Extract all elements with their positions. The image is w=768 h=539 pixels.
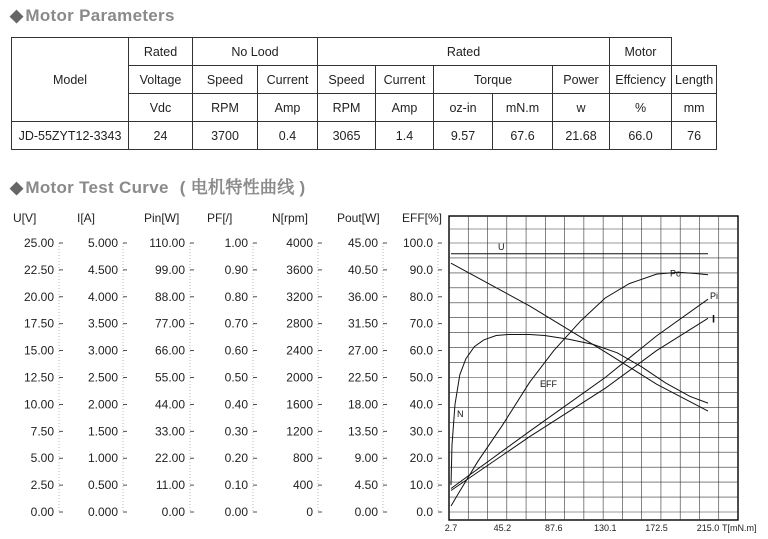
- axis-tick-label: 25.00: [23, 236, 54, 250]
- unit-cell: RPM: [193, 94, 258, 122]
- unit-cell: Amp: [376, 94, 434, 122]
- torque-header: Torque: [434, 66, 553, 94]
- table-cell: JD-55ZYT12-3343: [12, 122, 129, 150]
- axis-tick-label: 11.00: [155, 478, 185, 493]
- series-line-pi: [451, 299, 708, 488]
- table-cell: 67.6: [493, 122, 553, 150]
- axis-tick-label: 110.00: [149, 236, 185, 250]
- table-cell: 1.4: [376, 122, 434, 150]
- axis-tick-label: 33.00: [154, 424, 185, 439]
- table-cell: 66.0: [610, 122, 672, 150]
- table-cell: 9.57: [434, 122, 493, 150]
- section-title-curve-text: Motor Test Curve: [25, 178, 169, 197]
- axis-tick-label: 0.00: [224, 505, 248, 519]
- axis-tick-label: 4000: [286, 236, 313, 250]
- table-cell: 0.4: [258, 122, 318, 150]
- x-tick-label: 45.2: [493, 523, 512, 533]
- unit-cell: mm: [672, 94, 717, 122]
- axis-tick-label: 0.50: [224, 370, 248, 385]
- axis-tick-label: 40.50: [347, 262, 378, 277]
- axis-tick-label: 1.00: [224, 236, 248, 250]
- model-header: Model: [12, 38, 129, 122]
- axis-tick-label: 12.50: [23, 370, 54, 385]
- axis-tick-label: 0.20: [224, 451, 248, 466]
- axis-tick-label: 0.000: [87, 505, 118, 519]
- no-load-speed-header: Speed: [193, 66, 258, 94]
- section-title-parameters-text: Motor Parameters: [25, 6, 175, 25]
- x-tick-label: 2.7: [444, 523, 458, 533]
- axis-tick-label: 99.00: [154, 262, 185, 277]
- motor-header: Motor: [610, 38, 672, 66]
- axis-tick-label: 30.0: [409, 424, 433, 439]
- axis-tick-label: 9.00: [354, 451, 378, 466]
- axis-tick-label: 1.000: [87, 451, 118, 466]
- axis-tick-label: 20.00: [23, 289, 54, 304]
- axis-tick-label: 80.0: [409, 289, 433, 304]
- axis-tick-label: 18.00: [347, 397, 378, 412]
- series-line-eff: [451, 335, 708, 486]
- unit-cell: %: [610, 94, 672, 122]
- axis-tick-label: 22.50: [23, 262, 54, 277]
- x-axis-label: T[mN.m]: [722, 523, 757, 533]
- axis-label: U[V]: [13, 211, 37, 225]
- axis-tick-label: 44.00: [154, 397, 185, 412]
- axis-tick-label: 4.000: [87, 289, 118, 304]
- axis-tick-label: 800: [292, 451, 313, 466]
- axis-tick-label: 3.000: [87, 343, 118, 358]
- axis-tick-label: 22.50: [347, 370, 378, 385]
- rated-header-2: Rated: [318, 38, 610, 66]
- axis-tick-label: 36.00: [347, 289, 378, 304]
- axis-label: EFF[%]: [402, 211, 443, 225]
- series-line-n: [451, 263, 708, 411]
- series-label-i: I: [712, 313, 716, 326]
- axis-tick-label: 60.0: [409, 343, 433, 358]
- voltage-header: Voltage: [129, 66, 193, 94]
- axis-tick-label: 1600: [286, 397, 313, 412]
- no-load-header: No Lood: [193, 38, 318, 66]
- table-cell: 24: [129, 122, 193, 150]
- x-tick-label: 130.1: [593, 523, 617, 533]
- axis-tick-label: 3.500: [87, 316, 118, 331]
- axis-tick-label: 2.50: [30, 478, 54, 493]
- x-tick-label: 215.0: [696, 523, 720, 533]
- axis-tick-label: 55.00: [154, 370, 185, 385]
- axis-tick-label: 0: [306, 505, 313, 519]
- axis-tick-label: 4.50: [354, 478, 378, 493]
- diamond-icon: ◆: [10, 6, 24, 25]
- series-label-eff: EFF: [540, 379, 557, 390]
- axis-tick-label: 0.00: [354, 505, 378, 519]
- axis-tick-label: 66.00: [154, 343, 185, 358]
- table-cell: 3700: [193, 122, 258, 150]
- plot-frame: [449, 216, 738, 520]
- axis-tick-label: 1200: [286, 424, 313, 439]
- axis-tick-label: 0.60: [224, 343, 248, 358]
- axis-tick-label: 5.00: [30, 451, 54, 466]
- rated-speed-header: Speed: [318, 66, 376, 94]
- axis-tick-label: 70.0: [409, 316, 433, 331]
- axis-tick-label: 0.0: [416, 505, 433, 519]
- axis-tick-label: 77.00: [154, 316, 185, 331]
- x-tick-label: 172.5: [645, 523, 668, 533]
- axis-tick-label: 0.80: [224, 289, 248, 304]
- unit-cell: Vdc: [129, 94, 193, 122]
- axis-tick-label: 27.00: [347, 343, 378, 358]
- efficiency-header: Effciency: [610, 66, 672, 94]
- axis-tick-label: 88.00: [154, 289, 185, 304]
- axis-tick-label: 17.50: [23, 316, 54, 331]
- axis-tick-label: 2.500: [87, 370, 118, 385]
- axis-tick-label: 22.00: [154, 451, 185, 466]
- length-header: Length: [672, 66, 717, 94]
- unit-cell: Amp: [258, 94, 318, 122]
- axis-tick-label: 31.50: [347, 316, 378, 331]
- axis-tick-label: 0.10: [224, 478, 248, 493]
- x-tick-label: 87.6: [545, 523, 563, 533]
- axis-tick-label: 1.500: [87, 424, 118, 439]
- axis-tick-label: 10.0: [409, 478, 433, 493]
- axis-tick-label: 2800: [286, 316, 313, 331]
- axis-tick-label: 0.500: [87, 478, 118, 493]
- series-label-pi: Pi: [710, 291, 719, 302]
- no-load-current-header: Current: [258, 66, 318, 94]
- axis-tick-label: 20.0: [409, 451, 433, 466]
- axis-tick-label: 3600: [286, 262, 313, 277]
- section-subtitle-curve: ( 电机特性曲线 ): [179, 178, 306, 197]
- table-cell: 76: [672, 122, 717, 150]
- axis-tick-label: 2000: [286, 370, 313, 385]
- axis-label: N[rpm]: [272, 211, 308, 225]
- axis-tick-label: 0.00: [161, 505, 185, 519]
- axis-tick-label: 10.00: [23, 397, 54, 412]
- series-line-i: [451, 318, 708, 490]
- axis-tick-label: 4.500: [87, 262, 118, 277]
- axis-tick-label: 2.000: [87, 397, 118, 412]
- series-label-n: N: [457, 409, 464, 420]
- rated-current-header: Current: [376, 66, 434, 94]
- axis-label: PF[/]: [207, 211, 233, 225]
- axis-tick-label: 0.30: [224, 424, 248, 439]
- axis-tick-label: 40.0: [409, 397, 433, 412]
- axis-tick-label: 0.00: [30, 505, 54, 519]
- diamond-icon: ◆: [10, 178, 24, 197]
- rated-header-1: Rated: [129, 38, 193, 66]
- axis-tick-label: 0.90: [224, 262, 248, 277]
- axis-tick-label: 100.0: [402, 236, 433, 250]
- table-cell: 3065: [318, 122, 376, 150]
- axis-label: I[A]: [77, 211, 96, 225]
- axis-tick-label: 0.70: [224, 316, 248, 331]
- unit-cell: RPM: [318, 94, 376, 122]
- axis-label: Pout[W]: [337, 211, 380, 225]
- unit-cell: w: [553, 94, 610, 122]
- axis-label: Pin[W]: [144, 211, 180, 225]
- table-cell: 21.68: [553, 122, 610, 150]
- axis-tick-label: 5.000: [87, 236, 118, 250]
- axis-tick-label: 7.50: [30, 424, 54, 439]
- axis-tick-label: 400: [292, 478, 313, 493]
- axis-tick-label: 90.0: [409, 262, 433, 277]
- power-header: Power: [553, 66, 610, 94]
- axis-tick-label: 3200: [286, 289, 313, 304]
- axis-tick-label: 2400: [286, 343, 313, 358]
- unit-cell: oz-in: [434, 94, 493, 122]
- series-label-po: Po: [670, 268, 682, 279]
- axis-tick-label: 15.00: [23, 343, 54, 358]
- series-label-u: U: [498, 241, 505, 252]
- axis-tick-label: 50.0: [409, 370, 433, 385]
- axis-tick-label: 0.40: [224, 397, 248, 412]
- axis-tick-label: 45.00: [347, 236, 378, 250]
- axis-tick-label: 13.50: [347, 424, 378, 439]
- series-line-po: [451, 272, 708, 506]
- unit-cell: mN.m: [493, 94, 553, 122]
